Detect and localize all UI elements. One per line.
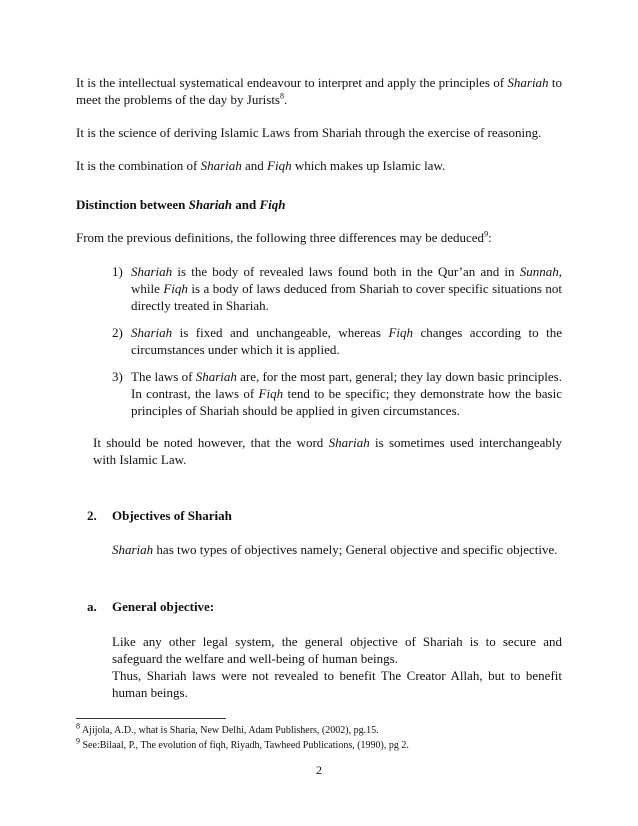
text-segment: It is the intellectual systematical endeavour to interpret and apply the principles of (76, 75, 508, 90)
section-number: 2. (87, 508, 97, 523)
italic-term: Shariah (131, 264, 173, 279)
italic-term: Shariah (188, 197, 233, 212)
text-segment: are, for the most part, general; they lay down basic principles. In contrast, the laws of (131, 369, 562, 401)
text-segment: is fixed and unchangeable, whereas (172, 325, 389, 340)
italic-term: Fiqh (259, 197, 286, 212)
text-segment: . (284, 92, 288, 107)
text-segment: to meet the problems of the day by Jurists (76, 75, 562, 107)
italic-term: Shariah (131, 325, 173, 340)
list-item (112, 368, 562, 419)
italic-term: Shariah (195, 369, 237, 384)
italic-term: Fiqh (267, 158, 292, 173)
text-segment: Thus, Shariah laws were not revealed to benefit The Creator Allah, but to benefit human beings. (112, 668, 562, 700)
section-title: Objectives of Shariah (112, 508, 232, 523)
text-segment: Distinction between (76, 197, 189, 212)
page-number: 2 (316, 763, 322, 777)
section-number: a. (87, 599, 97, 614)
text-segment: It is the combination of (76, 158, 201, 173)
footnote (76, 721, 379, 737)
section-heading-general-objective (87, 598, 214, 615)
text-segment: Like any other legal system, the general objective of Shariah is to secure and safeguard the welfare and well-being of human beings. (112, 634, 562, 666)
footnote (76, 736, 409, 752)
italic-term: Sunnah (519, 264, 559, 279)
text-segment: tend to be specific; they demonstrate how the basic principles of Shariah should be applied in given circumstances. (131, 386, 562, 418)
footnote-reference: 8 (280, 91, 284, 101)
text-segment: , while (131, 264, 562, 296)
italic-term: Shariah (507, 75, 549, 90)
footnote-number: 8 (76, 721, 80, 731)
note-paragraph (93, 434, 562, 468)
general-objective-paragraph (112, 633, 562, 667)
italic-term: Shariah (328, 435, 370, 450)
footnote-number: 9 (76, 736, 80, 746)
definition-paragraph (76, 74, 562, 108)
text-segment: and (232, 197, 260, 212)
section-heading-distinction (76, 196, 286, 213)
list-item-text (131, 368, 562, 419)
list-item (112, 263, 562, 314)
list-item-number: 3) (112, 369, 123, 384)
general-objective-paragraph (112, 667, 562, 701)
section-heading-objectives (87, 507, 232, 524)
text-segment: is the body of revealed laws found both in the Qur’an and in (172, 264, 520, 279)
list-item-text (131, 324, 562, 358)
italic-term: Fiqh (163, 281, 188, 296)
section-title: General objective: (112, 599, 215, 614)
text-segment: which makes up Islamic law. (291, 158, 446, 173)
text-segment: and (241, 158, 268, 173)
italic-term: Shariah (200, 158, 242, 173)
text-segment: has two types of objectives namely; General objective and specific objective. (153, 542, 558, 557)
text-segment: is sometimes used interchangeably with Islamic Law. (93, 435, 563, 467)
differences-intro (76, 229, 562, 246)
footnote-reference: 9 (484, 229, 489, 239)
text-segment: It is the science of deriving Islamic Laws from Shariah through the exercise of reasoning. (76, 125, 542, 140)
list-item-number: 1) (112, 264, 123, 279)
text-segment: The laws of (131, 369, 196, 384)
text-segment: is a body of laws deduced from Shariah to cover specific situations not directly treated in Shariah. (131, 281, 562, 313)
italic-term: Fiqh (388, 325, 413, 340)
list-item-number: 2) (112, 325, 123, 340)
italic-term: Shariah (112, 542, 154, 557)
text-segment: From the previous definitions, the following three differences may be deduced (76, 230, 485, 245)
footnote-text: See:Bilaal, P., The evolution of fiqh, Riyadh, Tawheed Publications, (1990), pg 2. (80, 740, 409, 751)
list-item-text (131, 263, 562, 314)
text-segment: : (488, 230, 492, 245)
footnote-divider (76, 718, 226, 719)
italic-term: Fiqh (258, 386, 284, 401)
list-item (112, 324, 562, 358)
definition-paragraph (76, 157, 562, 174)
definition-paragraph (76, 124, 562, 141)
text-segment: changes according to the circumstances under which it is applied. (131, 325, 562, 357)
text-segment: It should be noted however, that the word (93, 435, 329, 450)
objectives-paragraph (112, 541, 562, 558)
footnote-text: Ajijola, A.D., what is Sharia, New Delhi, Adam Publishers, (2002), pg.15. (80, 725, 379, 736)
